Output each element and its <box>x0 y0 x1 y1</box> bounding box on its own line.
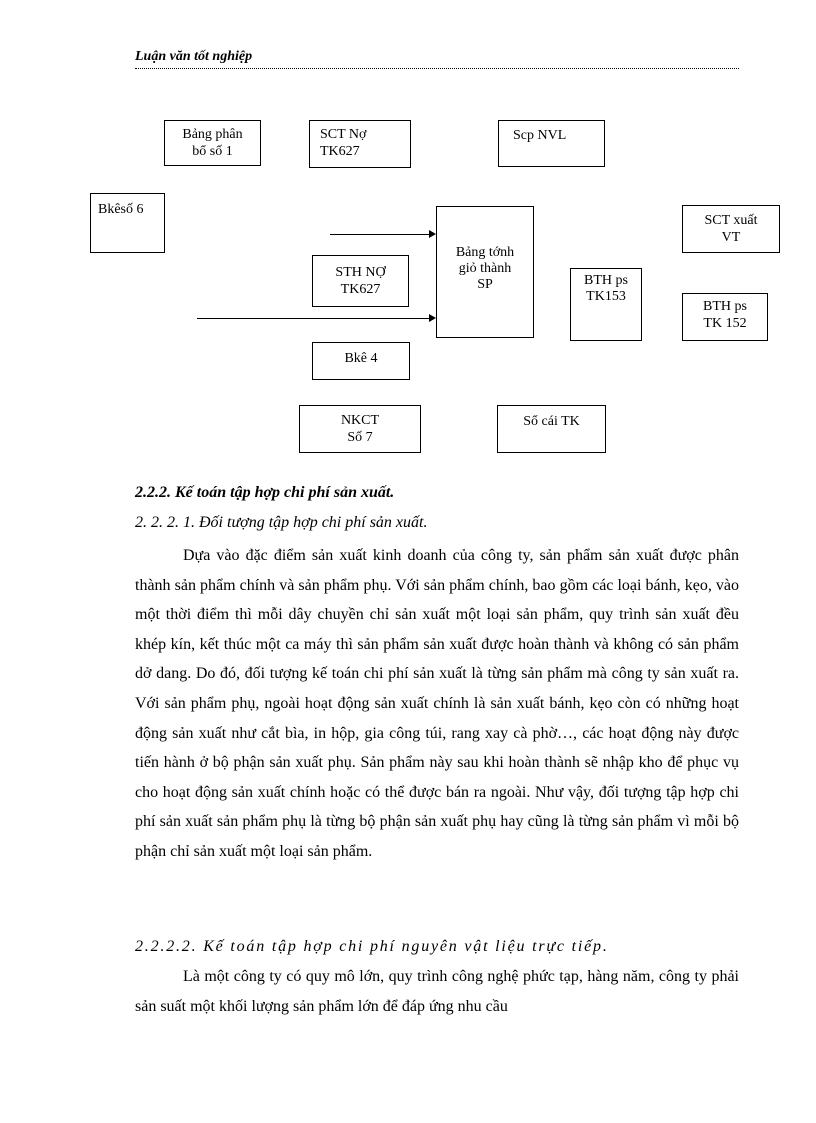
box-text-line: SP <box>477 277 493 292</box>
paragraph-text: Là một công ty có quy mô lớn, quy trình công nghệ phức tạp, hàng năm, công ty phải sản suất một khối lượng sản phẩm lớn để đáp ứng nhu cầu <box>135 968 739 1015</box>
arrow-line <box>330 234 430 235</box>
box-text-line: Bảng phân <box>182 127 243 142</box>
box-bke-so-6 <box>90 193 165 253</box>
box-bang-phan-bo <box>164 120 261 166</box>
box-sct-xuat <box>682 205 780 253</box>
box-text-line: SCT Nợ <box>320 127 367 142</box>
box-sth-no <box>312 255 409 307</box>
box-text-line: bổ số 1 <box>192 144 233 159</box>
box-bth-tk153 <box>570 268 642 341</box>
box-text-line: Số 7 <box>347 430 373 445</box>
box-text-line: Bkêsố 6 <box>98 202 144 217</box>
page-header-title: Luận văn tốt nghiệp <box>135 49 253 64</box>
box-nkct <box>299 405 421 453</box>
box-text-line: SCT xuất <box>704 213 758 228</box>
box-text-line: BTH ps <box>584 273 628 288</box>
box-text-line: TK153 <box>586 289 626 304</box>
box-text-line: STH NỢ <box>335 265 386 280</box>
box-text-line: VT <box>721 230 741 245</box>
box-bang-tinh-gia-thanh <box>436 206 534 338</box>
box-so-cai-tk <box>497 405 606 453</box>
section-heading: 2.2.2. Kế toán tập hợp chi phí sản xuất. <box>135 484 395 501</box>
box-sct-no <box>309 120 411 168</box>
box-text-line: TK 152 <box>703 316 747 331</box>
box-bth-tk152 <box>682 293 768 341</box>
box-text-line: BTH ps <box>703 299 747 314</box>
box-text-line: Sổ cái TK <box>523 414 580 429</box>
box-text-line: Bảng tớnh <box>455 245 515 260</box>
arrow-line <box>197 318 430 319</box>
subsection-heading: 2. 2. 2. 1. Đối tượng tập hợp chi phí sản xuất. <box>135 514 428 531</box>
box-text-line: giỏ thành <box>458 261 512 276</box>
box-scp-nvl <box>498 120 605 167</box>
paragraph <box>135 962 739 1021</box>
header-divider <box>135 68 739 69</box>
arrowhead-icon <box>429 314 436 322</box>
box-text-line: TK627 <box>320 144 360 159</box>
arrowhead-icon <box>429 230 436 238</box>
box-text-line: NKCT <box>340 413 380 428</box>
box-text-line: Bkê 4 <box>344 351 378 366</box>
box-text-line: TK627 <box>340 282 381 297</box>
paragraph-text: Dựa vào đặc điểm sản xuất kinh doanh của công ty, sản phẩm sản xuất được phân thành sản phẩm chính và sản phẩm phụ. Với sản phẩm chính, bao gồm các loại bánh, kẹo, vào một thời điểm thì mỗi dây chuyền chỉ sản xuất một loại sản phẩm, quy trình sản xuất đều khép kín, kết thúc một ca máy thì sản phẩm sản xuất được hoàn thành và không có sản phẩm dở dang. Do đó, đối tượng kế toán chi phí sản xuất là từng sản phẩm mà công ty sản xuất ra. Với sản phẩm phụ, ngoài hoạt động sản xuất chính là sản xuất bánh, kẹo còn có những hoạt động sản xuất như cắt bìa, in hộp, gia công túi, rang xay cà phờ…, các hoạt động này được tiến hành ở bộ phận sản xuất phụ. Sản phẩm này sau khi hoàn thành sẽ nhập kho để phục vụ cho hoạt động sản xuất chính hoặc có thể được bán ra ngoài. Như vậy, đối tượng tập hợp chi phí sản xuất sản phẩm phụ là từng bộ phận sản xuất phụ hay cũng là từng sản phẩm vì mỗi bộ phận chỉ sản xuất một loại sản phẩm. <box>135 547 739 860</box>
paragraph <box>135 541 739 867</box>
subsection-heading: 2.2.2.2. Kế toán tập hợp chi phí nguyên vật liệu trực tiếp. <box>135 938 609 955</box>
box-bke-4 <box>312 342 410 380</box>
box-text-line: Scp NVL <box>513 128 567 143</box>
